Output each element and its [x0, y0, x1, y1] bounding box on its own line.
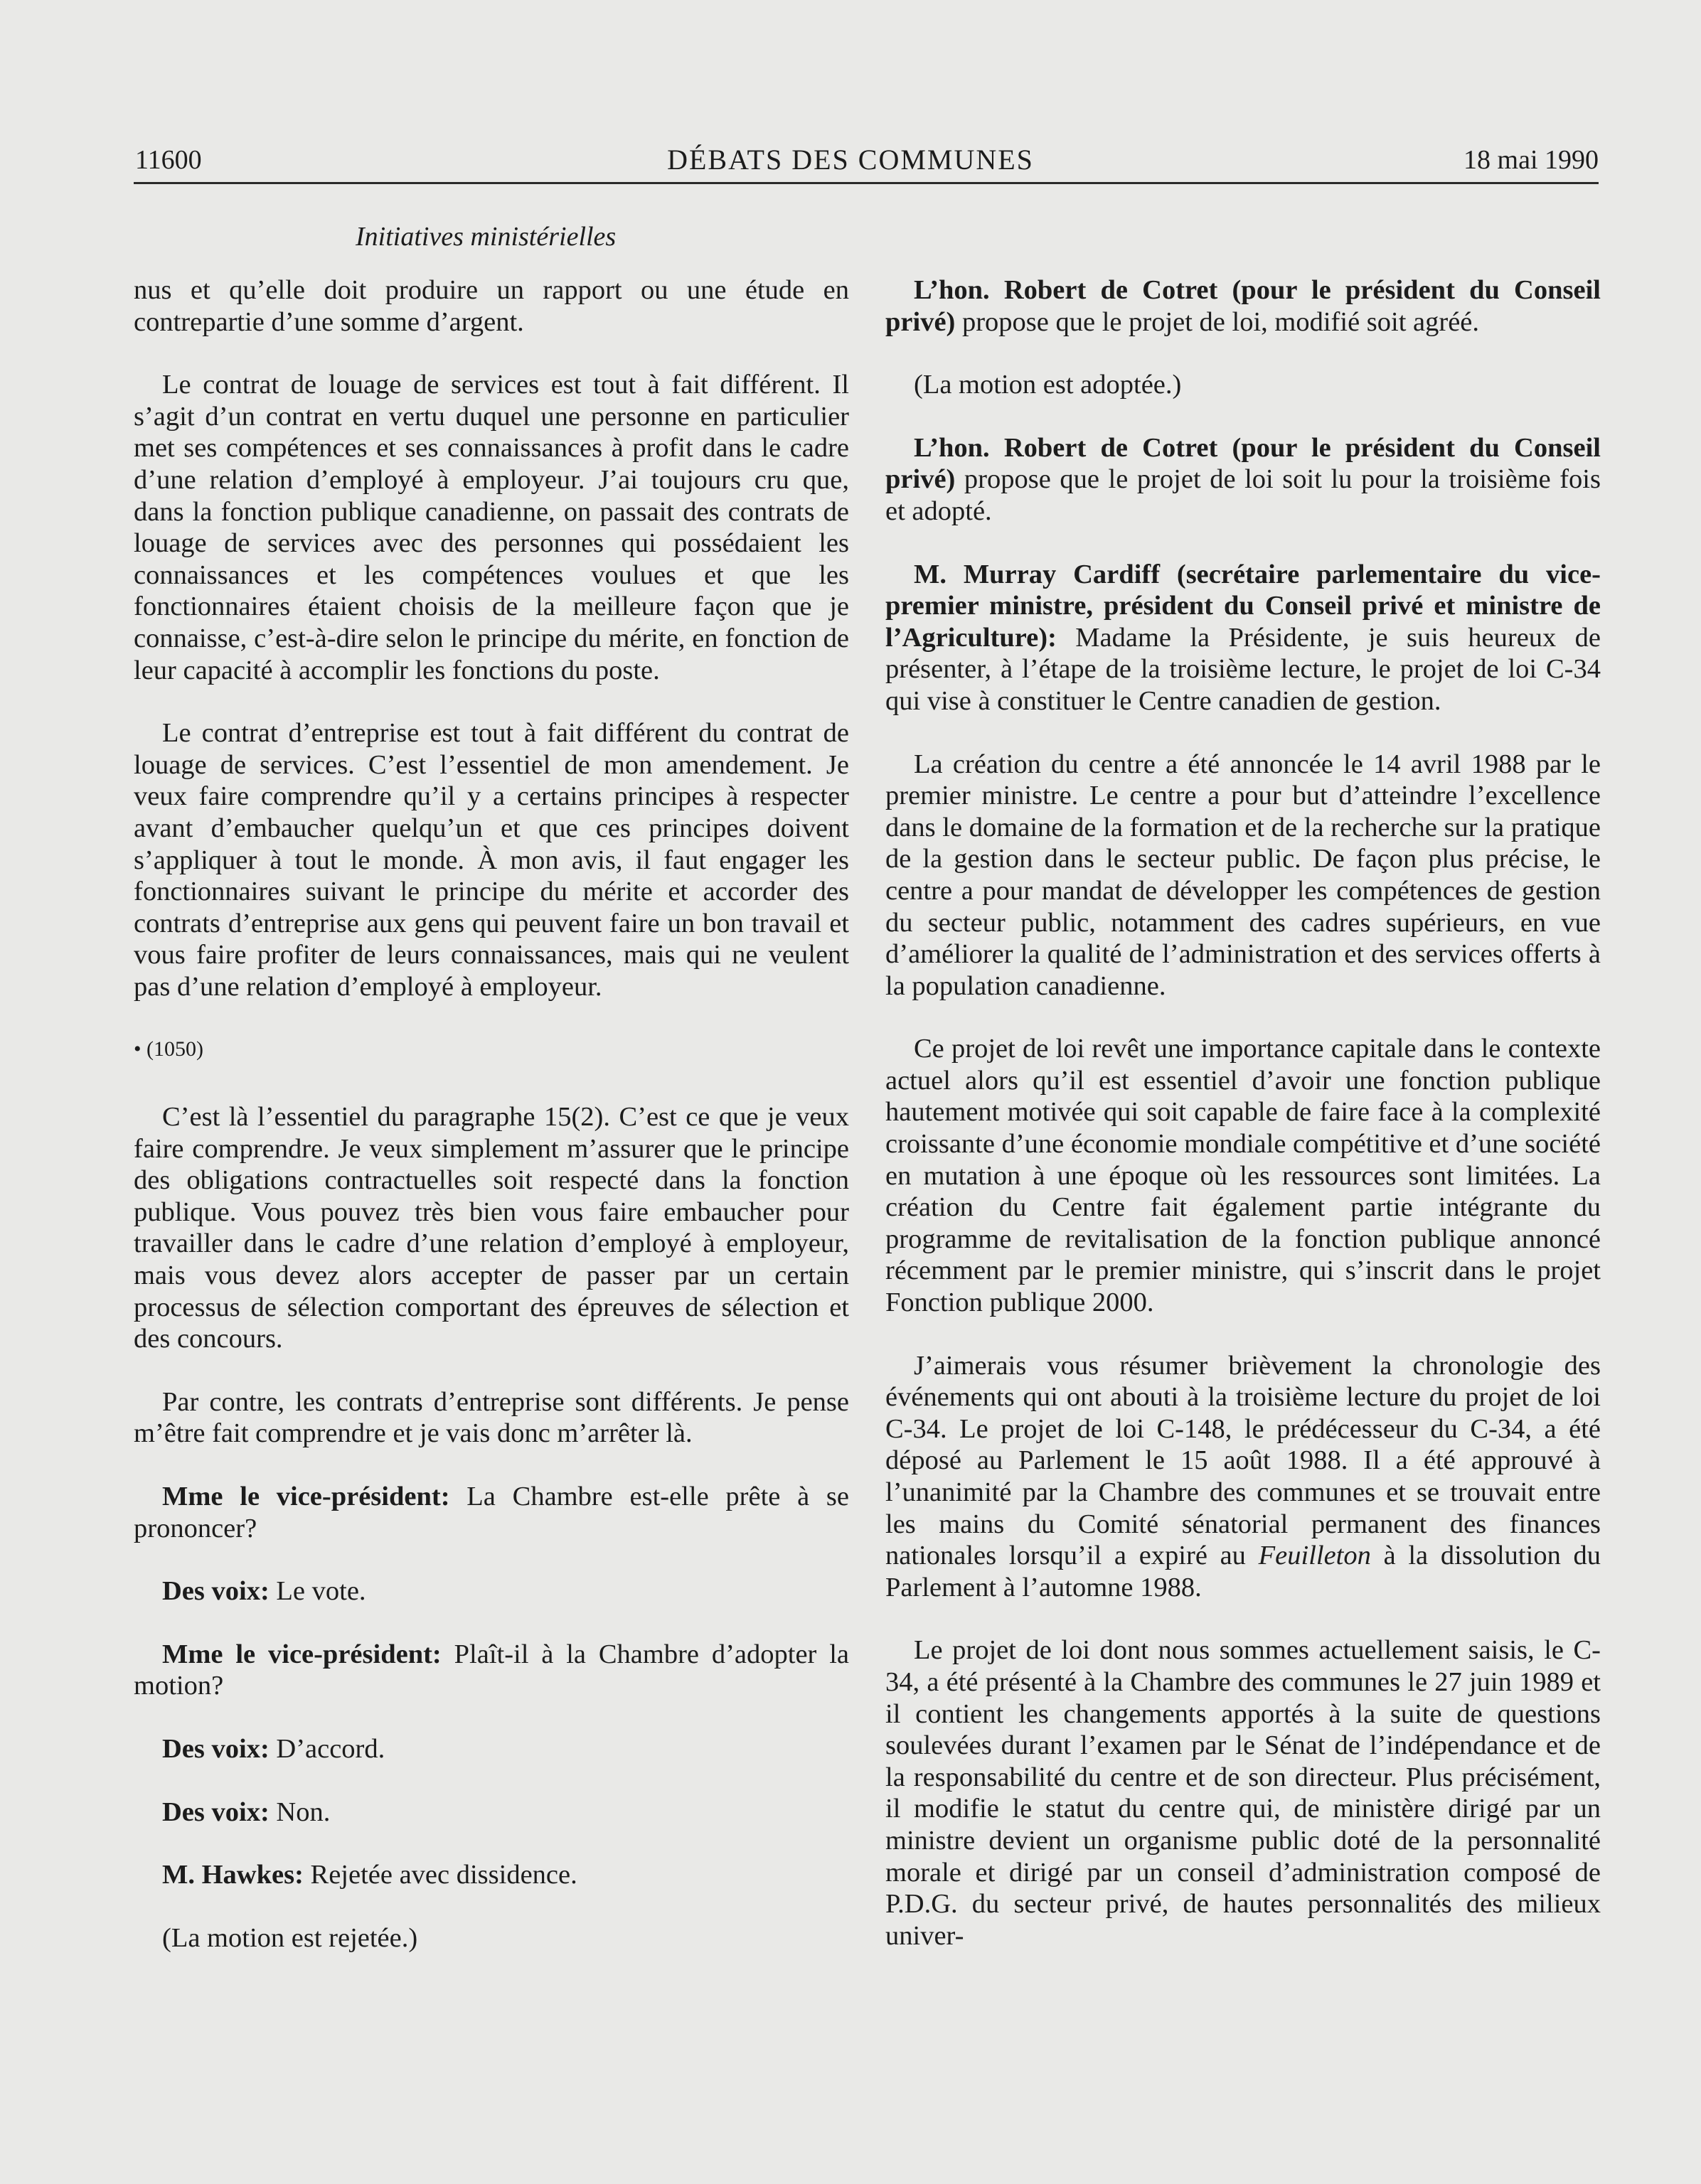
time-marker: • (1050) — [134, 1037, 203, 1061]
speech-entry — [134, 1639, 849, 1702]
motion-result: (La motion est adoptée.) — [914, 370, 1182, 400]
speech-entry — [885, 559, 1601, 717]
speech-entry — [134, 1481, 849, 1544]
speech-text: Non. — [269, 1797, 331, 1827]
paragraph: Le contrat d’entreprise est tout à fait différent du contrat de louage de services. C’est l’essentiel de mon amendement. Je veux faire comprendre qu’il y a certains principes à respecter avant d’embaucher quelqu’un et que ces principes doivent s’appliquer à tout le monde. À mon avis, il faut engager les fonctionnaires suivant le principe du mérite et accorder des contrats d’entreprise aux gens qui peuvent faire un bon travail et vous faire profiter de leurs connaissances, mais qui ne veulent pas d’une relation d’employé à employeur. — [134, 718, 849, 1002]
section-label: Initiatives ministérielles — [356, 222, 617, 252]
publication-title: DÉBATS DES COMMUNES — [667, 144, 1034, 176]
page-number: 11600 — [135, 145, 202, 175]
left-column — [134, 274, 849, 1985]
paragraph-text: J’aimerais vous résumer brièvement la chronologie des événements qui ont abouti à la troisième lecture du projet de loi C-34. Le projet de loi C-148, le prédécesseur du C-34, a été déposé au Parlement le 15 août 1988. Il a été approuvé à l’unanimité par la Chambre des communes et se trouvait entre les mains du Comité sénatorial permanent des finances nationales lorsqu’il a expiré au — [885, 1350, 1601, 1571]
speech-text: La Chambre est-elle prête à se prononcer? — [134, 1482, 849, 1543]
right-column — [885, 274, 1601, 1983]
paragraph: La création du centre a été annoncée le 14 avril 1988 par le premier ministre. Le centre a pour but d’atteindre l’excellence dans le domaine de la formation et de la recherche sur la pratique de la gestion dans le secteur public. De façon plus précise, le centre a pour mandat de développer les compétences de gestion du secteur public, notamment des cadres supérieurs, en vue d’améliorer la qualité de l’administration et des services offerts à la population canadienne. — [885, 749, 1601, 1001]
speaker-name: Des voix: — [162, 1797, 270, 1827]
speech-text: Plaît-il à la Chambre d’adopter la motion? — [134, 1639, 849, 1701]
header-rule — [134, 182, 1599, 184]
speech-entry — [134, 1797, 849, 1829]
speaker-name: M. Murray Cardiff (secrétaire parlementaire du vice-premier ministre, président du Conseil privé et ministre de l’Agriculture): — [885, 559, 1601, 653]
motion-result: (La motion est rejetée.) — [162, 1922, 418, 1953]
italic-term: Feuilleton — [1258, 1541, 1371, 1571]
speech-text: propose que le projet de loi soit lu pour la troisième fois et adopté. — [885, 464, 1601, 526]
speech-entry — [885, 432, 1601, 528]
speech-entry — [134, 1733, 849, 1765]
paragraph: Le projet de loi dont nous sommes actuellement saisis, le C-34, a été présenté à la Chambre des communes le 27 juin 1989 et il contient les changements apportés à la suite de questions soulevées durant l’examen par le Sénat de l’indépendance et de la responsabilité du centre et de son directeur. Plus précisément, il modifie le statut du centre qui, de ministère dirigé par un ministre devient un organisme public doté de la personnalité morale et dirigé par un conseil d’administration composé de P.D.G. du secteur privé, de hautes personnalités des milieux univer- — [885, 1635, 1601, 1951]
speaker-name: L’hon. Robert de Cotret (pour le président du Conseil privé) — [885, 432, 1601, 495]
paragraph-text: à la dissolution du Parlement à l’automne 1988. — [885, 1541, 1601, 1602]
speech-text: propose que le projet de loi, modifié soit agréé. — [955, 306, 1479, 337]
speaker-name: L’hon. Robert de Cotret (pour le président du Conseil privé) — [885, 275, 1601, 337]
paragraph: Ce projet de loi revêt une importance capitale dans le contexte actuel alors qu’il est essentiel d’avoir une fonction publique hautement motivée qui soit capable de faire face à la complexité croissante d’une économie mondiale compétitive et d’une société en mutation à une époque où les ressources sont limitées. La création du Centre fait également partie intégrante du programme de revitalisation de la fonction publique annoncé récemment par le premier ministre, qui s’inscrit dans le projet Fonction publique 2000. — [885, 1034, 1601, 1318]
paragraph: Le contrat de louage de services est tout à fait différent. Il s’agit d’un contrat en vertu duquel une personne en particulier met ses compétences et ses connaissances à profit dans le cadre d’une relation d’employé à employeur. J’ai toujours cru que, dans la fonction publique canadienne, on passait des contrats de louage de services avec des personnes qui possédaient les connaissances et les compétences voulues et que les fonctionnaires étaient choisis de la meilleure façon que je connaisse, c’est-à-dire selon le principe du mérite, en fonction de leur capacité à accomplir les fonctions du poste. — [134, 370, 849, 685]
speech-text: Le vote. — [269, 1576, 366, 1607]
paragraph — [885, 1350, 1601, 1604]
speech-entry — [885, 274, 1601, 338]
speaker-name: Mme le vice-président: — [162, 1482, 450, 1511]
publication-date: 18 mai 1990 — [1463, 145, 1599, 175]
speaker-name: Mme le vice-président: — [162, 1639, 442, 1669]
paragraph: nus et qu’elle doit produire un rapport ou une étude en contrepartie d’une somme d’argent. — [134, 275, 849, 337]
speech-text: Rejetée avec dissidence. — [303, 1860, 577, 1890]
paragraph: Par contre, les contrats d’entreprise sont différents. Je pense m’être fait comprendre et je vais donc m’arrêter là. — [134, 1386, 849, 1449]
speech-text: Madame la Présidente, je suis heureux de présenter, à l’étape de la troisième lecture, le projet de loi C-34 qui vise à constituer le Centre canadien de gestion. — [885, 622, 1601, 716]
speech-entry — [134, 1859, 849, 1891]
paragraph: C’est là l’essentiel du paragraphe 15(2). C’est ce que je veux faire comprendre. Je veux simplement m’assurer que le principe des obligations contractuelles soit respecté dans la fonction publique. Vous pouvez très bien vous faire embaucher pour travailler dans le cadre d’une relation d’employé à employeur, mais vous devez alors accepter de passer par un certain processus de sélection comportant des épreuves de sélection et des concours. — [134, 1102, 849, 1354]
speech-entry — [134, 1575, 849, 1607]
speaker-name: Des voix: — [162, 1576, 270, 1607]
speaker-name: Des voix: — [162, 1733, 270, 1764]
speaker-name: M. Hawkes: — [162, 1860, 304, 1890]
speech-text: D’accord. — [269, 1733, 385, 1764]
